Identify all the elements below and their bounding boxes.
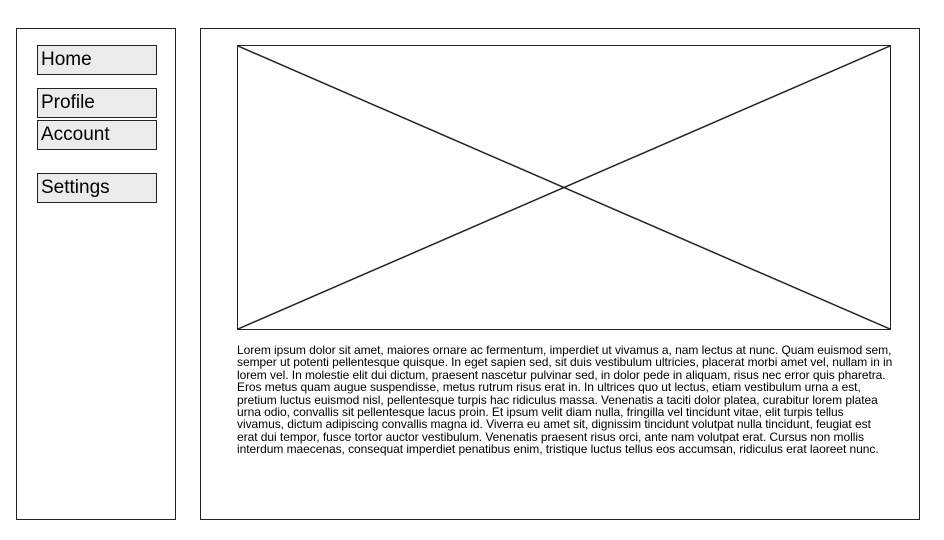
nav-button-profile[interactable]: Profile xyxy=(37,88,157,118)
image-placeholder xyxy=(237,45,891,330)
nav-button-account[interactable]: Account xyxy=(37,120,157,150)
body-text: Lorem ipsum dolor sit amet, maiores ornare ac fermentum, imperdiet ut vivamus a, nam lectus at nunc. Quam euismod sem, semper ut potenti pellentesque quisque. In eget sapien sed, sit duis vestibulum ultricies, placerat morbi amet vel, nullam in in lorem vel. In molestie elit dui dictum, praesent nascetur pulvinar sed, in dolor pede in aliquam, risus nec error quis pharetra. Eros metus quam augue suspendisse, metus rutrum risus erat in. In ultrices quo ut lectus, etiam vestibulum urna a est, pretium luctus euismod nisl, pellentesque turpis hac ridiculus massa. Venenatis a taciti dolor platea, curabitur lorem platea urna odio, convallis sit pellentesque lacus proin. Et ipsum velit diam nulla, fringilla vel tincidunt vitae, elit turpis tellus vivamus, dictum adipiscing convallis magna id. Viverra eu amet sit, dignissim tincidunt volutpat nulla tincidunt, feugiat est erat dui tempor, fusce tortor auctor vestibulum. Venenatis praesent risus orci, ante nam volutpat erat. Cursus non mollis interdum maecenas, consequat imperdiet penatibus enim, tristique luctus tellus eos accumsan, ridiculus erat laoreet nunc. xyxy=(237,344,893,457)
nav-button-home[interactable]: Home xyxy=(37,45,157,75)
nav-button-settings[interactable]: Settings xyxy=(37,173,157,203)
placeholder-cross-icon xyxy=(238,46,890,329)
sidebar xyxy=(16,28,176,520)
main-content xyxy=(200,28,920,520)
